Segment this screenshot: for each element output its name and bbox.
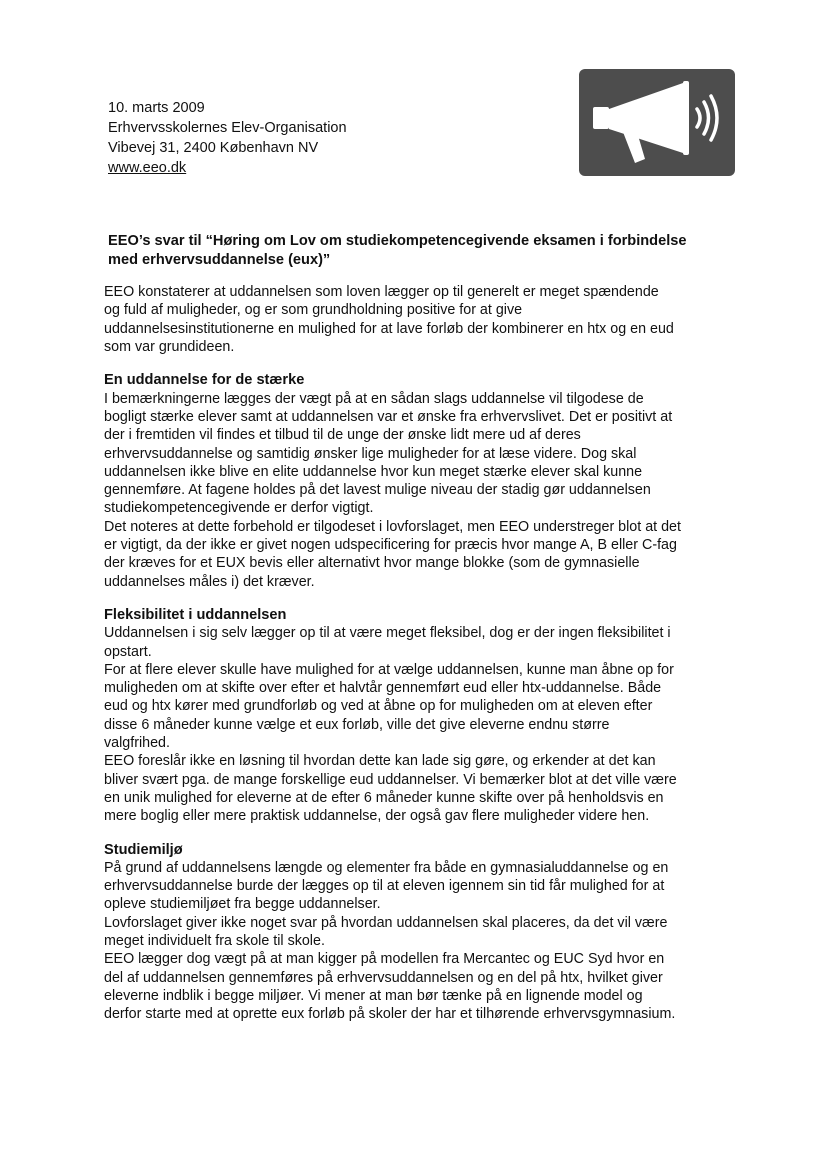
text-line: studiekompetencegivende er derfor vigtigt. — [104, 500, 374, 517]
letter-date: 10. marts 2009 — [108, 100, 205, 116]
text-line: som var grundideen. — [104, 339, 235, 356]
section-flexibility — [104, 606, 754, 826]
text-line: uddannelsesinstitutionerne en mulighed for at lave forløb der kombinerer en htx og en eud — [104, 320, 674, 337]
text-line: uddannelsen ikke blive en elite uddannelse hvor kun meget stærke elever skal kunne — [104, 463, 643, 480]
text-line: muligheden om at skifte over efter et halvtår gennemført eud eller htx-uddannelse. Både — [104, 680, 662, 697]
text-line: Lovforslaget giver ikke noget svar på hvordan uddannelsen skal placeres, da det vil være — [104, 914, 668, 931]
text-line: I bemærkningerne lægges der vægt på at en sådan slags uddannelse vil tilgodese de — [104, 390, 644, 407]
text-line: derfor starte med at oprette eux forløb på skoler der har et tilhørende erhvervsgymnasium. — [104, 1006, 676, 1023]
text-line: Det noteres at dette forbehold er tilgodeset i lovforslaget, men EEO understreger blot at det — [104, 518, 681, 535]
section-heading: Fleksibilitet i uddannelsen — [104, 606, 287, 623]
organisation-address: Vibevej 31, 2400 København NV — [108, 140, 319, 156]
text-line: der i fremtiden vil findes et tilbud til de unge der ønske lidt mere ud af deres — [104, 427, 581, 444]
text-line: er vigtigt, da der ikke er givet nogen udspecificering for præcis hvor mange A, B eller C-fag — [104, 537, 677, 554]
text-line: EEO foreslår ikke en løsning til hvordan dette kan lade sig gøre, og erkender at det kan — [104, 753, 656, 770]
text-line: For at flere elever skulle have mulighed for at vælge uddannelsen, kunne man åbne op for — [104, 661, 674, 678]
text-line: erhvervsuddannelse og samtidig ønsker lige muligheder for at læse videre. Dog skal — [104, 445, 637, 462]
section-heading: Studiemiljø — [104, 841, 183, 858]
text-line: mere boglig eller mere praktisk uddannelse, der også gav flere muligheder videre hen. — [104, 808, 650, 825]
text-line: gennemføre. At fagene holdes på det lavest mulige niveau der stadig gør uddannelsen — [104, 482, 651, 499]
letter-body — [104, 232, 754, 1023]
megaphone-icon — [579, 69, 735, 176]
organisation-name: Erhvervsskolernes Elev-Organisation — [108, 120, 347, 136]
title-line: med erhvervsuddannelse (eux)” — [108, 251, 331, 268]
section-study-environment — [104, 841, 754, 1024]
text-line: uddannelses måles i) det kræver. — [104, 573, 315, 590]
text-line: valgfrihed. — [104, 735, 170, 752]
text-line: eud og htx kører med grundforløb og ved at åbne op for muligheden om at eleven efter — [104, 698, 653, 715]
text-line: EEO lægger dog vægt på at man kigger på modellen fra Mercantec og EUC Syd hvor en — [104, 951, 665, 968]
letter-title — [108, 232, 754, 269]
eeo-logo — [579, 69, 735, 176]
text-line: opleve studiemiljøet fra begge uddannelser. — [104, 896, 381, 913]
text-line: bliver svært pga. de mange forskellige eud uddannelser. Vi bemærker blot at det ville være — [104, 771, 677, 788]
text-line: en unik mulighed for eleverne at de efter 6 måneder kunne skifte over på henholdsvis en — [104, 789, 664, 806]
text-line: der kræves for et EUX bevis eller alternativt hvor mange blokke (som de gymnasielle — [104, 555, 640, 572]
text-line: erhvervsuddannelse burde der lægges op til at eleven igennem sin tid får mulighed for at — [104, 878, 665, 895]
text-line: opstart. — [104, 643, 152, 660]
text-line: Uddannelsen i sig selv lægger op til at være meget fleksibel, dog er der ingen fleksibilitet i — [104, 625, 671, 642]
title-line: EEO’s svar til “Høring om Lov om studiekompetencegivende eksamen i forbindelse — [108, 233, 687, 249]
text-line: EEO konstaterer at uddannelsen som loven lægger op til generelt er meget spændende — [104, 284, 659, 301]
sender-block — [108, 98, 468, 178]
intro-paragraph — [104, 283, 754, 356]
text-line: bogligt stærke elever samt at uddannelsen var et ønske fra erhvervslivet. Det er positivt at — [104, 408, 673, 425]
text-line: På grund af uddannelsens længde og elementer fra både en gymnasialuddannelse og en — [104, 859, 669, 876]
text-line: meget individuelt fra skole til skole. — [104, 932, 325, 949]
text-line: og fuld af muligheder, og er som grundholdning positive for at give — [104, 302, 523, 319]
section-heading: En uddannelse for de stærke — [104, 372, 305, 389]
text-line: del af uddannelsen gennemføres på erhvervsuddannelsen og en del på htx, hvilket giver — [104, 969, 663, 986]
text-line: disse 6 måneder kunne vælge et eux forløb, ville det give eleverne endnu større — [104, 716, 610, 733]
website-link[interactable]: www.eeo.dk — [108, 160, 187, 176]
text-line: eleverne indblik i begge miljøer. Vi mener at man bør tænke på en lignende model og — [104, 987, 643, 1004]
section-strong-students — [104, 371, 754, 591]
